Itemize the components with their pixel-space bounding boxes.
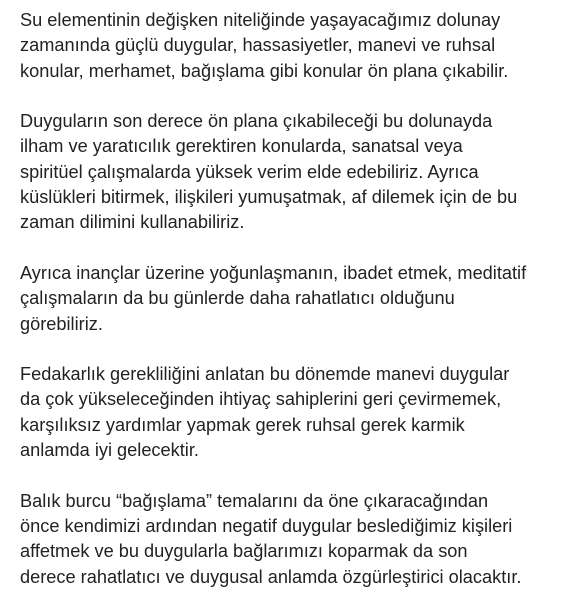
- text-line: Su elementinin değişken niteliğinde yaşayacağımız dolunay: [20, 10, 501, 30]
- text-line: zamanında güçlü duygular, hassasiyetler, manevi ve ruhsal: [20, 35, 496, 56]
- text-line: spiritüel çalışmalarda yüksek verim elde edebiliriz. Ayrıca: [20, 161, 479, 182]
- paragraph-2: [20, 109, 560, 235]
- text-line: Fedakarlık gerekliliğini anlatan bu dönemde manevi duygular: [20, 364, 510, 385]
- text-line: Duyguların son derece ön plana çıkabileceği bu dolunayda: [20, 111, 493, 132]
- text-line: Ayrıca inançlar üzerine yoğunlaşmanın, ibadet etmek, meditatif: [20, 262, 527, 283]
- text-line: ilham ve yaratıcılık gerektiren konularda, sanatsal veya: [20, 136, 463, 157]
- paragraph-1: [20, 8, 560, 84]
- text-line: önce kendimizi ardından negatif duygular beslediğimiz kişileri: [20, 515, 513, 536]
- text-line: küslükleri bitirmek, ilişkileri yumuşatmak, af dilemek için de bu: [20, 187, 518, 208]
- paragraph-5: [20, 489, 560, 590]
- text-line: çalışmaların da bu günlerde daha rahatlatıcı olduğunu: [20, 288, 455, 309]
- text-line: derece rahatlatıcı ve duygusal anlamda özgürleştirici olacaktır.: [20, 566, 522, 587]
- text-line: da çok yükseleceğinden ihtiyaç sahiplerini geri çevirmemek,: [20, 389, 502, 410]
- article-body: [20, 8, 560, 615]
- text-line: affetmek ve bu duygularla bağlarımızı koparmak da son: [20, 541, 468, 562]
- paragraph-3: [20, 261, 560, 337]
- text-line: görebiliriz.: [20, 313, 103, 334]
- text-line: Balık burcu “bağışlama” temalarını da öne çıkaracağından: [20, 490, 489, 511]
- paragraph-4: [20, 362, 560, 463]
- text-line: zaman dilimini kullanabiliriz.: [20, 212, 245, 233]
- text-line: anlamda iyi gelecektir.: [20, 440, 199, 461]
- text-line: konular, merhamet, bağışlama gibi konular ön plana çıkabilir.: [20, 60, 509, 81]
- text-line: karşılıksız yardımlar yapmak gerek ruhsal gerek karmik: [20, 414, 465, 435]
